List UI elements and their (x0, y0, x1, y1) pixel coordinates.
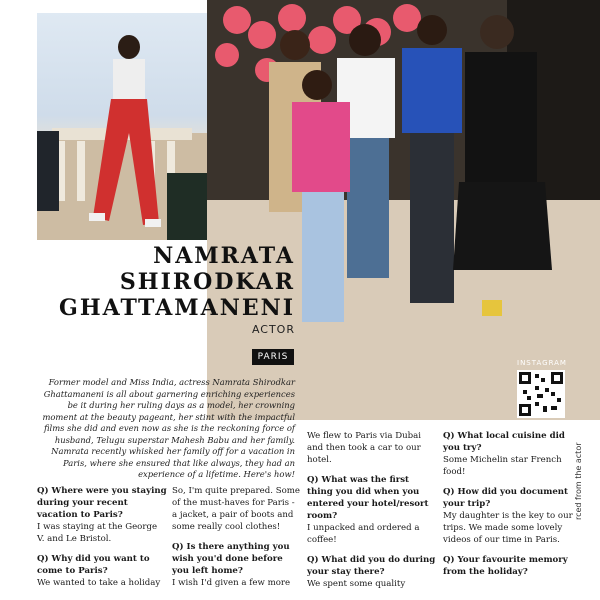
question: Q) Where were you staying during your recent vacation to Paris? (37, 486, 167, 520)
location-badge: PARIS (252, 349, 294, 365)
headline-line-1: NAMRATA (153, 243, 295, 269)
question: Q) How did you document your trip? (443, 487, 569, 509)
answer: I unpacked and ordered a coffee! (307, 523, 420, 545)
answer: We spent some quality (307, 579, 406, 589)
question: Q) What local cuisine did you try? (443, 431, 565, 453)
answer: Some Michelin star French food! (443, 455, 562, 477)
question: Q) Why did you want to come to Paris? (37, 554, 150, 576)
question: Q) What did you do during your stay there? (307, 555, 436, 577)
question: Q) Your favourite memory from the holiday? (443, 555, 568, 577)
headline (37, 243, 295, 336)
question: Q) Is there anything you wish you'd done before you left home? (172, 542, 290, 576)
answer: My daughter is the key to our trips. We made some lovely videos of our time in Paris. (443, 511, 573, 545)
qa-column-3 (307, 430, 437, 598)
headline-line-3: GHATTAMANENI (59, 295, 295, 321)
intro-paragraph: Former model and Miss India, actress Namrata Shirodkar Ghattamaneni is all about garnering enriching experiences be it during her ruling days as a model, her crowning moment at the beauty pageant, her stint with the impactful films she did and even now as she is the reckoning force of husband, Telugu superstar Mahesh Babu and her family. Namrata recently whisked her family off for a vacation in Paris, where she ensured that like always, they had an experience of a lifetime. Here's how! (42, 377, 295, 479)
answer: So, I'm quite prepared. Some of the must-haves for Paris - a jacket, a pair of boots and some really cool clothes! (172, 486, 300, 532)
qr-code-icon[interactable] (517, 370, 565, 418)
instagram-label: INSTAGRAM (517, 359, 567, 367)
qa-column-1 (37, 485, 167, 597)
qa-column-2 (172, 485, 302, 597)
photo-left-illustration (37, 13, 207, 240)
headline-line-2: SHIRODKAR (119, 269, 295, 295)
photo-credit: rced from the actor (574, 442, 583, 520)
answer: We flew to Paris via Dubai and then took a car to our hotel. (307, 431, 421, 465)
role-label: ACTOR (251, 323, 295, 336)
answer: We wanted to take a holiday (37, 578, 161, 588)
answer: I was staying at the George V. and Le Bristol. (37, 522, 158, 544)
answer: I wish I'd given a few more (172, 578, 291, 588)
question: Q) What was the first thing you did when you entered your hotel/resort room? (307, 475, 429, 521)
photo-woman-red-outfit (37, 13, 207, 240)
qr-code-graphic (519, 372, 563, 416)
qa-column-4 (443, 430, 573, 578)
